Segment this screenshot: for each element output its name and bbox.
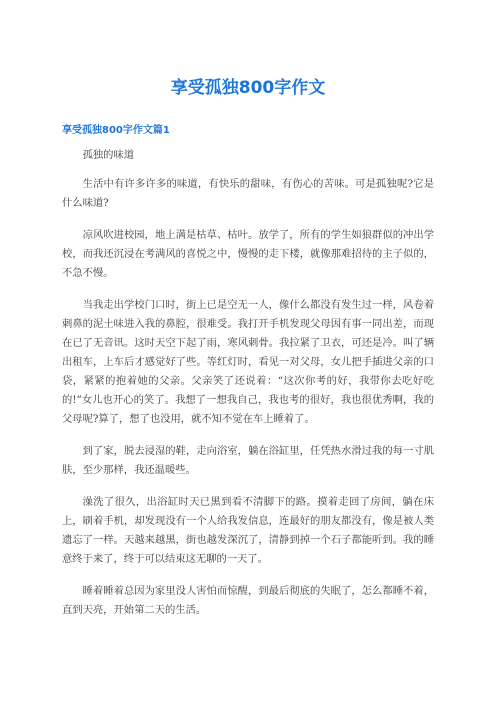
paragraph: 澡洗了很久，出浴缸时天已黑到看不清脚下的路。摸着走回了房间，躺在床上，刷着手机，却发现没有一个人给我发信息，连最好的朋友都没有，像是被人类遗忘了一样。天越来越黑，街也越发深沉了，清静到掉一个石子都能听到。我的睡意终于来了，终于可以结束这无聊的一天了。 [62, 496, 434, 565]
paragraph: 睡着睡着总因为家里没人害怕而惊醒，到最后彻底的失眠了，怎么都睡不着，直到天亮，开始第二天的生活。 [62, 585, 434, 616]
section-title: 享受孤独800字作文篇1 [62, 125, 170, 136]
paragraph: 到了家，脱去浸湿的鞋，走向浴室，躺在浴缸里，任凭热水滑过我的每一寸肌肤，至少那样，我还温暖些。 [62, 445, 434, 476]
paragraph: 生活中有许多许多的味道，有快乐的甜味，有伤心的苦味。可是孤独呢?它是什么味道? [62, 178, 434, 209]
document-title: 享受孤独800字作文 [170, 78, 326, 98]
paragraph: 凉风吹进校园，地上满是枯草、枯叶。放学了，所有的学生如狼群似的冲出学校，而我还沉浸在考满风的喜悦之中，慢慢的走下楼，就像那难招待的主子似的，不急不慢。 [62, 229, 434, 279]
paragraph: 当我走出学校门口时，街上已是空无一人，像什么都没有发生过一样，风卷着刺鼻的泥土味进入我的鼻腔，很难受。我打开手机发现父母因有事一同出差，而现在已了无音讯。这时天空下起了雨，寒风刺骨。我拉紧了卫衣，可还是冷。叫了辆出租车，上车后才感觉好了些。等红灯时，看见一对父母，女儿把手插进父亲的口袋，紧紧的抱着她的父亲。父亲笑了还说着：“这次你考的好，我带你去吃好吃的!”女儿也开心的笑了。我想了一想我自己，我也考的很好，我也很优秀啊，我的父母呢?算了，想了也没用，就不知不觉在车上睡着了。 [62, 299, 434, 425]
essay-title: 孤独的味道 [82, 149, 135, 161]
article-body [62, 146, 434, 633]
